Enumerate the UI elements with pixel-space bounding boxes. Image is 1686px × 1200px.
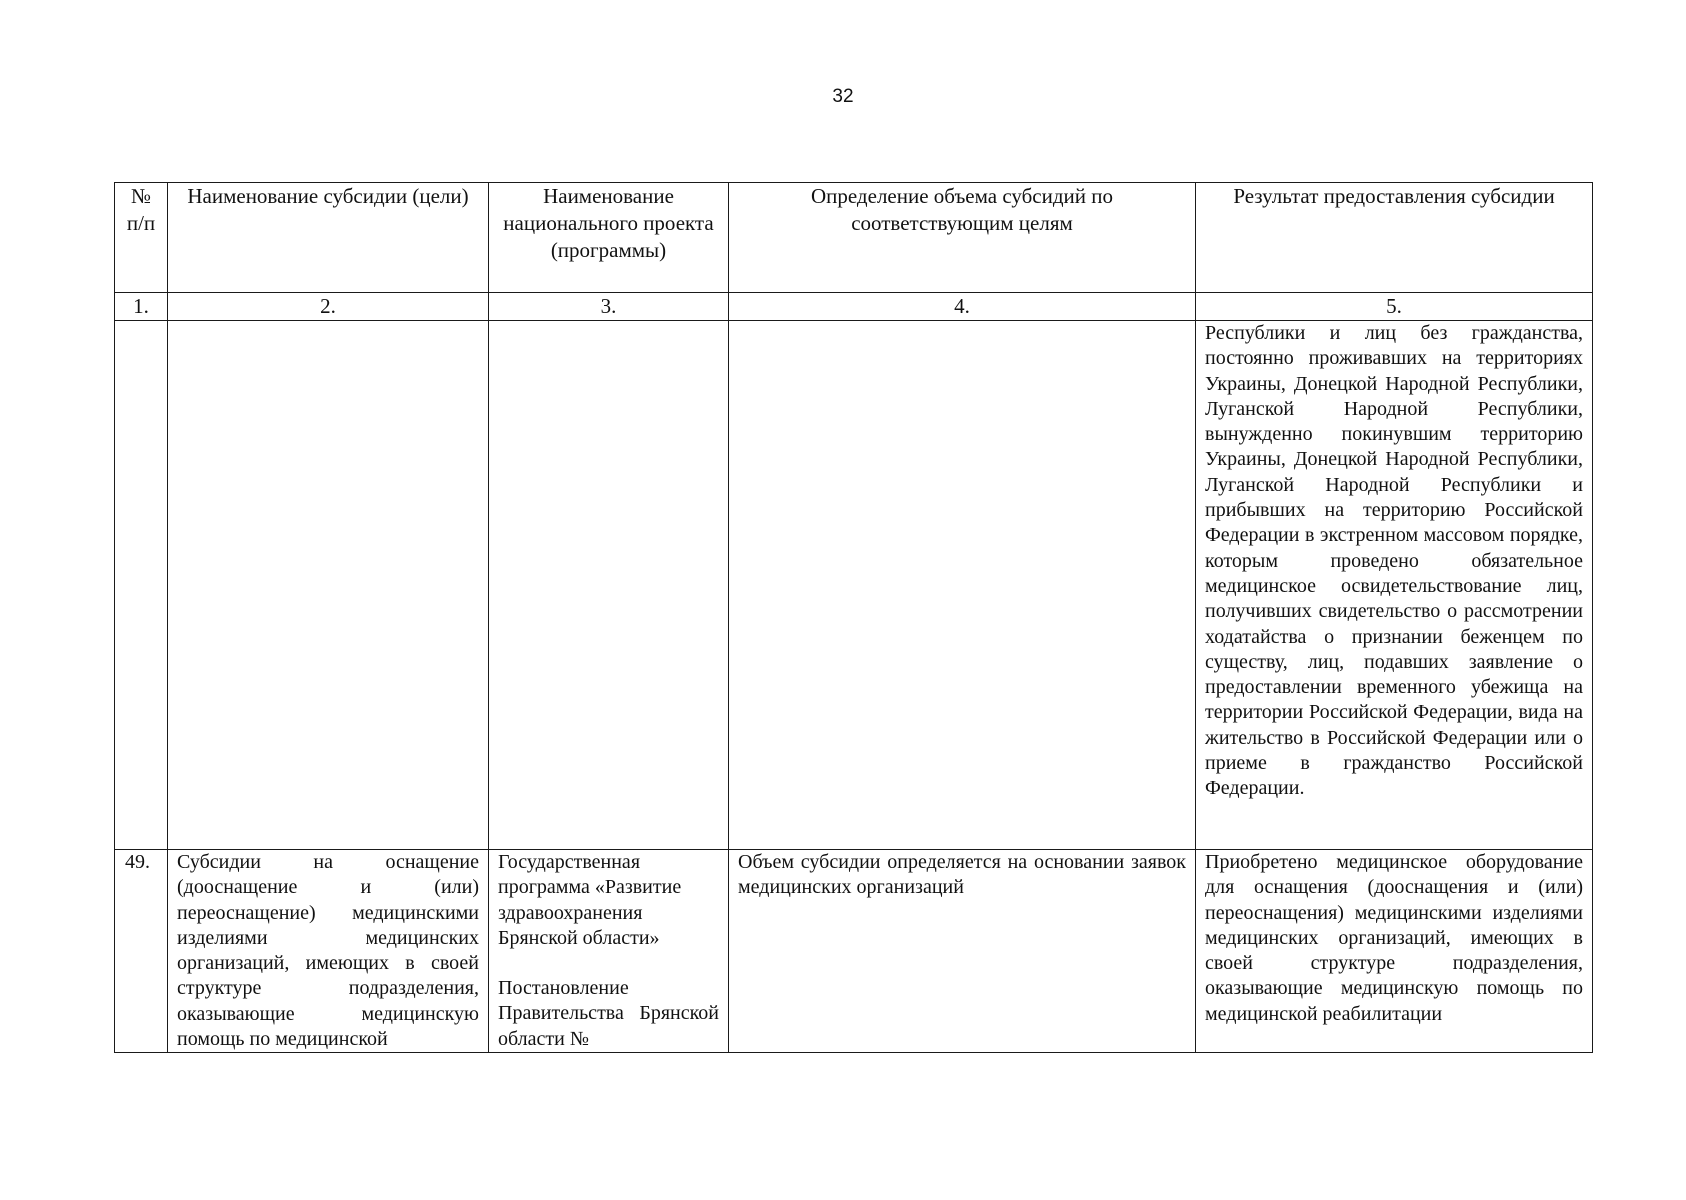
cell-volume-definition: Объем субсидии определяется на основании заявок медицинских организаций: [729, 850, 1196, 1053]
project-program: Государственная программа «Развитие здравоохранения Брянской области»: [498, 851, 682, 949]
header-volume-definition: Определение объема субсидий по соответствующим целям: [729, 183, 1196, 293]
column-number: 5.: [1196, 293, 1593, 321]
header-subsidy-name: Наименование субсидии (цели): [168, 183, 489, 293]
column-number: 4.: [729, 293, 1196, 321]
project-resolution: Постановление Правительства Брянской области №: [498, 977, 719, 1050]
cell-empty: [168, 321, 489, 850]
column-number: 3.: [489, 293, 729, 321]
table-header-row: [115, 183, 1593, 293]
cell-empty: [489, 321, 729, 850]
cell-subsidy-name: Субсидии на оснащение (дооснащение и (или) переоснащение) медицинскими изделиями медицинских организаций, имеющих в своей структуре подразделения, оказывающие медицинскую помощь по медицинской: [168, 850, 489, 1053]
cell-result-continuation: Республики и лиц без гражданства, постоянно проживавших на территориях Украины, Донецкой Народной Республики, Луганской Народной Республики, вынужденно покинувшим территорию Украины, Донецкой Народной Республики, Луганской Народной Республики и прибывших на территорию Российской Федерации в экстренном массовом порядке, которым проведено обязательное медицинское освидетельствование лиц, получивших свидетельство о рассмотрении ходатайства о признании беженцем по существу, лиц, подавших заявление о предоставлении временного убежища на территории Российской Федерации, вида на жительство в Российской Федерации или о приеме в гражданство Российской Федерации.: [1196, 321, 1593, 850]
header-result: Результат предоставления субсидии: [1196, 183, 1593, 293]
table-row-continuation: [115, 321, 1593, 850]
page-number: 32: [832, 86, 854, 107]
table-row-49: [115, 850, 1593, 1053]
subsidy-table: [114, 182, 1593, 1053]
column-number: 1.: [115, 293, 168, 321]
cell-row-number: 49.: [115, 850, 168, 1053]
column-number: 2.: [168, 293, 489, 321]
cell-result: Приобретено медицинское оборудование для оснащения (дооснащения и (или) переоснащения) медицинскими изделиями медицинских организаций, имеющих в своей структуре подразделения, оказывающие медицинскую помощь по медицинской реабилитации: [1196, 850, 1593, 1053]
cell-national-project: [489, 850, 729, 1053]
header-national-project: Наименование национального проекта (программы): [489, 183, 729, 293]
header-number: № п/п: [115, 183, 168, 293]
cell-empty: [729, 321, 1196, 850]
column-number-row: [115, 293, 1593, 321]
cell-empty: [115, 321, 168, 850]
